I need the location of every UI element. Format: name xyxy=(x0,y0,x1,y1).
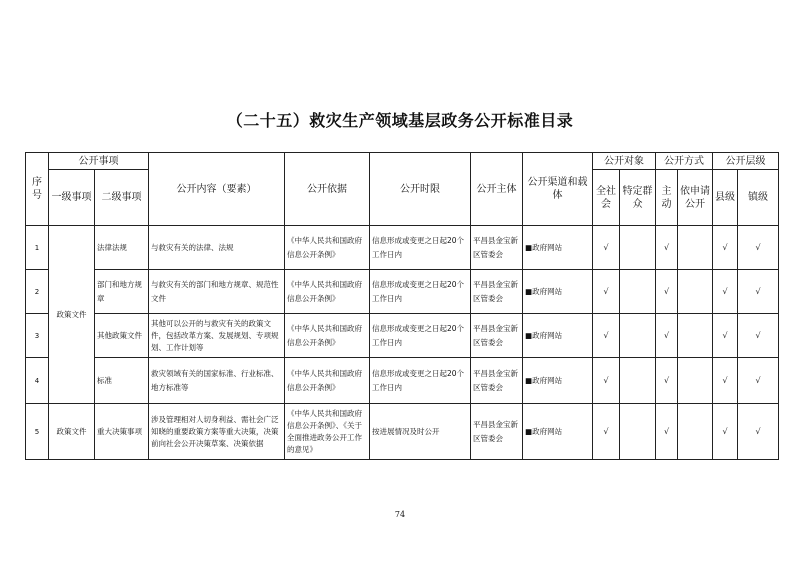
header-seq: 序号 xyxy=(26,153,49,226)
header-level: 公开层级 xyxy=(713,153,779,170)
row-channel: ■政府网站 xyxy=(523,404,593,460)
header-method-request: 依申请公开 xyxy=(678,170,713,226)
row-target-all: √ xyxy=(593,358,620,404)
header-subject: 公开主体 xyxy=(471,153,523,226)
row-level2: 重大决策事项 xyxy=(95,404,149,460)
row-seq: 1 xyxy=(26,226,49,270)
row-method-active: √ xyxy=(656,314,678,358)
row-time-limit: 信息形成或变更之日起20个工作日内 xyxy=(370,314,471,358)
header-method: 公开方式 xyxy=(656,153,713,170)
row-level2: 其他政策文件 xyxy=(95,314,149,358)
header-level-town: 镇级 xyxy=(738,170,779,226)
row-time-limit: 信息形成或变更之日起20个工作日内 xyxy=(370,270,471,314)
row-method-request xyxy=(678,404,713,460)
row-level1: 政策文件 xyxy=(49,226,95,404)
header-matter: 公开事项 xyxy=(49,153,149,170)
row-level2: 法律法规 xyxy=(95,226,149,270)
row-method-request xyxy=(678,270,713,314)
row-channel: ■政府网站 xyxy=(523,226,593,270)
header-content: 公开内容（要素） xyxy=(149,153,285,226)
row-target-all: √ xyxy=(593,270,620,314)
standard-catalog-table xyxy=(25,152,779,460)
header-level1: 一级事项 xyxy=(49,170,95,226)
row-subject: 平昌县金宝新区管委会 xyxy=(471,270,523,314)
row-seq: 5 xyxy=(26,404,49,460)
row-seq: 4 xyxy=(26,358,49,404)
row-subject: 平昌县金宝新区管委会 xyxy=(471,226,523,270)
row-level-town: √ xyxy=(738,226,779,270)
row-method-active: √ xyxy=(656,270,678,314)
row-content: 救灾领域有关的国家标准、行业标准、地方标准等 xyxy=(149,358,285,404)
row-level-town: √ xyxy=(738,404,779,460)
row-target-all: √ xyxy=(593,226,620,270)
row-time-limit: 信息形成或变更之日起20个工作日内 xyxy=(370,358,471,404)
row-basis: 《中华人民共和国政府信息公开条例》、《关于全面推进政务公开工作的意见》 xyxy=(285,404,370,460)
row-level-county: √ xyxy=(713,358,738,404)
row-target-specific xyxy=(620,404,656,460)
row-target-specific xyxy=(620,314,656,358)
row-target-specific xyxy=(620,270,656,314)
header-level-county: 县级 xyxy=(713,170,738,226)
row-content: 与救灾有关的法律、法规 xyxy=(149,226,285,270)
row-method-request xyxy=(678,314,713,358)
table-row xyxy=(26,404,779,460)
row-subject: 平昌县金宝新区管委会 xyxy=(471,314,523,358)
header-target: 公开对象 xyxy=(593,153,656,170)
row-subject: 平昌县金宝新区管委会 xyxy=(471,358,523,404)
row-channel: ■政府网站 xyxy=(523,314,593,358)
table-row xyxy=(26,270,779,314)
table-row xyxy=(26,226,779,270)
row-time-limit: 按进展情况及时公开 xyxy=(370,404,471,460)
row-level-county: √ xyxy=(713,314,738,358)
header-method-active: 主动 xyxy=(656,170,678,226)
row-level1: 政策文件 xyxy=(49,404,95,460)
row-method-request xyxy=(678,226,713,270)
row-seq: 2 xyxy=(26,270,49,314)
row-basis: 《中华人民共和国政府信息公开条例》 xyxy=(285,226,370,270)
header-level2: 二级事项 xyxy=(95,170,149,226)
page-title: （二十五）救灾生产领域基层政务公开标准目录 xyxy=(226,111,574,130)
row-seq: 3 xyxy=(26,314,49,358)
row-time-limit: 信息形成或变更之日起20个工作日内 xyxy=(370,226,471,270)
row-target-all: √ xyxy=(593,314,620,358)
row-level-county: √ xyxy=(713,270,738,314)
row-channel: ■政府网站 xyxy=(523,270,593,314)
row-level-town: √ xyxy=(738,314,779,358)
row-method-request xyxy=(678,358,713,404)
row-level-town: √ xyxy=(738,358,779,404)
header-channel: 公开渠道和载体 xyxy=(523,153,593,226)
row-basis: 《中华人民共和国政府信息公开条例》 xyxy=(285,314,370,358)
row-content: 涉及管理相对人切身利益、需社会广泛知晓的重要政策方案等重大决策，决策前向社会公开决策草案、决策依据 xyxy=(149,404,285,460)
row-level2: 标准 xyxy=(95,358,149,404)
row-target-specific xyxy=(620,358,656,404)
row-target-all: √ xyxy=(593,404,620,460)
row-method-active: √ xyxy=(656,358,678,404)
row-channel: ■政府网站 xyxy=(523,358,593,404)
row-target-specific xyxy=(620,226,656,270)
page-number: 74 xyxy=(394,510,406,519)
header-time-limit: 公开时限 xyxy=(370,153,471,226)
row-method-active: √ xyxy=(656,226,678,270)
row-level-town: √ xyxy=(738,270,779,314)
row-method-active: √ xyxy=(656,404,678,460)
header-target-all: 全社会 xyxy=(593,170,620,226)
row-level-county: √ xyxy=(713,404,738,460)
row-basis: 《中华人民共和国政府信息公开条例》 xyxy=(285,270,370,314)
table-row xyxy=(26,314,779,358)
table-row xyxy=(26,358,779,404)
row-level2: 部门和地方规章 xyxy=(95,270,149,314)
row-subject: 平昌县金宝新区管委会 xyxy=(471,404,523,460)
header-basis: 公开依据 xyxy=(285,153,370,226)
row-content: 与救灾有关的部门和地方规章、规范性文件 xyxy=(149,270,285,314)
row-level-county: √ xyxy=(713,226,738,270)
row-basis: 《中华人民共和国政府信息公开条例》 xyxy=(285,358,370,404)
row-content: 其他可以公开的与救灾有关的政策文件，包括改革方案、发展规划、专项规划、工作计划等 xyxy=(149,314,285,358)
header-target-specific: 特定群众 xyxy=(620,170,656,226)
